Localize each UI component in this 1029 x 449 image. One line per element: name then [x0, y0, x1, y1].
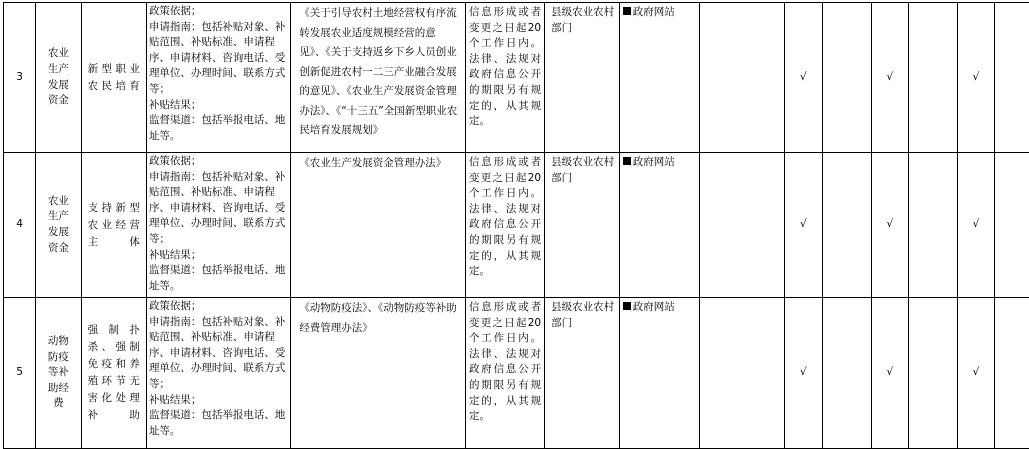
check-cell — [995, 153, 1029, 298]
channel-label: 政府网站 — [633, 156, 675, 168]
disclosure-channel — [619, 153, 700, 298]
check-cell: √ — [871, 153, 909, 298]
check-cell — [995, 298, 1029, 449]
disclosure-content: 政策依据； 申请指南：包括补贴对象、补贴范围、补贴标准、申请程序、申请材料、咨询电话、受理单位、办理时间、联系方式等； 补贴结果； 监督渠道：包括举报电话、地址等。 — [146, 153, 290, 298]
disclosure-timeframe: 信息形成或者变更之日起20个工作日内。法律、法规对政府信息公开的期限另有规定的，从其规定。 — [465, 3, 544, 153]
check-cell: √ — [871, 298, 909, 449]
channel-label: 政府网站 — [633, 301, 675, 313]
disclosure-department: 县级农业农村部门 — [545, 3, 620, 153]
table-row — [4, 298, 1029, 449]
check-cell — [700, 3, 784, 153]
disclosure-content: 政策依据； 申请指南：包括补贴对象、补贴范围、补贴标准、申请程序、申请材料、咨询电话、受理单位、办理时间、联系方式等； 补贴结果； 监督渠道：包括举报电话、地址等。 — [146, 3, 290, 153]
table-body — [4, 3, 1029, 449]
disclosure-timeframe: 信息形成或者变更之日起20个工作日内。法律、法规对政府信息公开的期限另有规定的，从其规定。 — [465, 298, 544, 449]
public-subitem: 新型职业农民培育 — [81, 3, 146, 153]
check-cell — [700, 298, 784, 449]
check-cell: √ — [957, 298, 995, 449]
row-number: 5 — [4, 298, 36, 449]
check-cell: √ — [957, 153, 995, 298]
table-row — [4, 153, 1029, 298]
check-cell: √ — [784, 153, 822, 298]
check-cell: √ — [957, 3, 995, 153]
check-cell: √ — [784, 3, 822, 153]
check-cell: √ — [871, 3, 909, 153]
table-row — [4, 3, 1029, 153]
public-item: 动物防疫等补助经费 — [36, 298, 81, 449]
check-cell — [700, 153, 784, 298]
disclosure-channel — [619, 3, 700, 153]
disclosure-timeframe: 信息形成或者变更之日起20个工作日内。法律、法规对政府信息公开的期限另有规定的，从其规定。 — [465, 153, 544, 298]
disclosure-basis-docs: 《动物防疫法》、《动物防疫等补助经费管理办法》 — [291, 298, 466, 449]
disclosure-basis-docs: 《农业生产发展资金管理办法》 — [291, 153, 466, 298]
row-number: 4 — [4, 153, 36, 298]
check-cell — [909, 3, 958, 153]
check-cell: √ — [784, 298, 822, 449]
channel-label: 政府网站 — [633, 6, 675, 18]
check-cell — [909, 153, 958, 298]
disclosure-table — [3, 2, 1029, 449]
disclosure-department: 县级农业农村部门 — [545, 298, 620, 449]
check-cell — [823, 153, 872, 298]
disclosure-department: 县级农业农村部门 — [545, 153, 620, 298]
filled-square-icon — [623, 302, 631, 310]
check-cell — [823, 3, 872, 153]
disclosure-content: 政策依据； 申请指南：包括补贴对象、补贴范围、补贴标准、申请程序、申请材料、咨询电话、受理单位、办理时间、联系方式等； 补贴结果； 监督渠道：包括举报电话、地址等。 — [146, 298, 290, 449]
public-subitem: 支持新型农业经营主体 — [81, 153, 146, 298]
filled-square-icon — [623, 157, 631, 165]
filled-square-icon — [623, 7, 631, 15]
row-number: 3 — [4, 3, 36, 153]
public-item: 农业生产发展资金 — [36, 3, 81, 153]
check-cell — [995, 3, 1029, 153]
public-item: 农业生产发展资金 — [36, 153, 81, 298]
disclosure-channel — [619, 298, 700, 449]
check-cell — [909, 298, 958, 449]
disclosure-basis-docs: 《关于引导农村土地经营权有序流转发展农业适度规模经营的意见》、《关于支持返乡下乡人员创业创新促进农村一二三产业融合发展的意见》、《农业生产发展资金管理办法》、《“十三五”全国新型职业农民培育发展规划》 — [291, 3, 466, 153]
public-subitem: 强制扑杀、强制免疫和养殖环节无害化处理补助 — [81, 298, 146, 449]
check-cell — [823, 298, 872, 449]
